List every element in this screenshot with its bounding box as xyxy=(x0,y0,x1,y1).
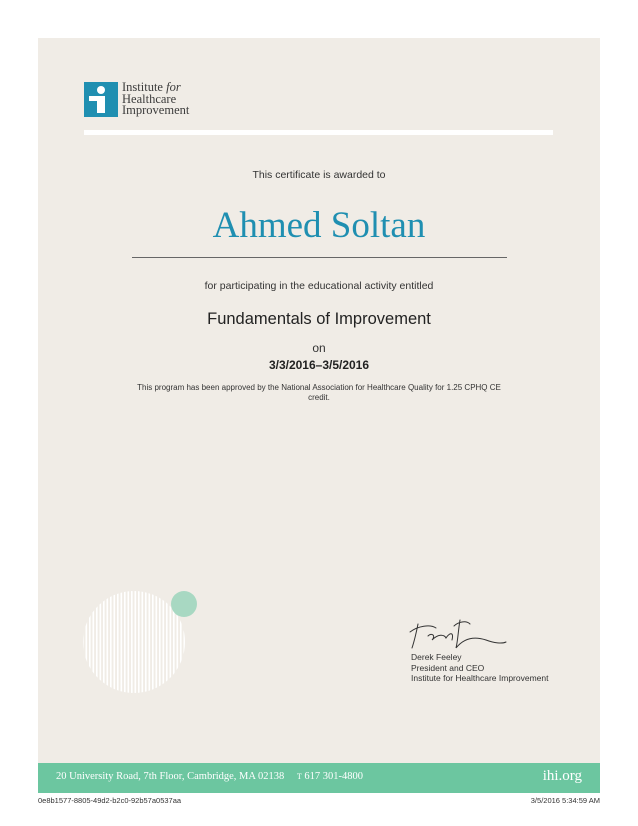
activity-dates: 3/3/2016–3/5/2016 xyxy=(268,358,370,372)
recipient-name: Ahmed Soltan xyxy=(212,205,426,246)
awarded-to-text: This certificate is awarded to xyxy=(252,169,386,181)
decorative-circles xyxy=(82,584,202,694)
participation-text: for participating in the educational activity entitled xyxy=(204,280,434,292)
logo-line2: Healthcare xyxy=(122,91,177,106)
footer-url: ihi.org xyxy=(542,768,582,784)
generated-timestamp: 3/5/2016 5:34:59 AM xyxy=(530,796,600,805)
approval-text: This program has been approved by the National Association for Healthcare Quality for 1.25 CPHQ CE credit. xyxy=(137,383,501,402)
signer-block xyxy=(411,652,548,684)
certificate xyxy=(38,38,600,793)
logo-line3: Improvement xyxy=(122,103,190,117)
footer-address: 20 University Road, 7th Floor, Cambridge, MA 02138 xyxy=(56,771,285,782)
certificate-id: 0e8b1577-8805-49d2-b2c0-92b57a0537aa xyxy=(38,796,182,805)
logo-line1-italic: for xyxy=(166,80,181,94)
logo-wordmark xyxy=(122,82,189,117)
footer-address-line xyxy=(56,771,363,782)
signer-name: Derek Feeley xyxy=(411,652,462,662)
footer-bar xyxy=(38,763,600,793)
signer-organization: Institute for Healthcare Improvement xyxy=(411,673,549,683)
header-divider xyxy=(84,130,553,135)
name-underline xyxy=(132,257,507,258)
logo-line1: Institute xyxy=(122,80,167,94)
ihi-logo xyxy=(84,82,204,122)
signer-title: President and CEO xyxy=(411,662,485,673)
on-text: on xyxy=(312,341,326,355)
footer-phone: 617 301-4800 xyxy=(304,771,364,782)
activity-title: Fundamentals of Improvement xyxy=(207,310,431,328)
ihi-logo-icon xyxy=(84,82,118,117)
signature xyxy=(408,618,508,652)
phone-label: T xyxy=(296,772,302,781)
